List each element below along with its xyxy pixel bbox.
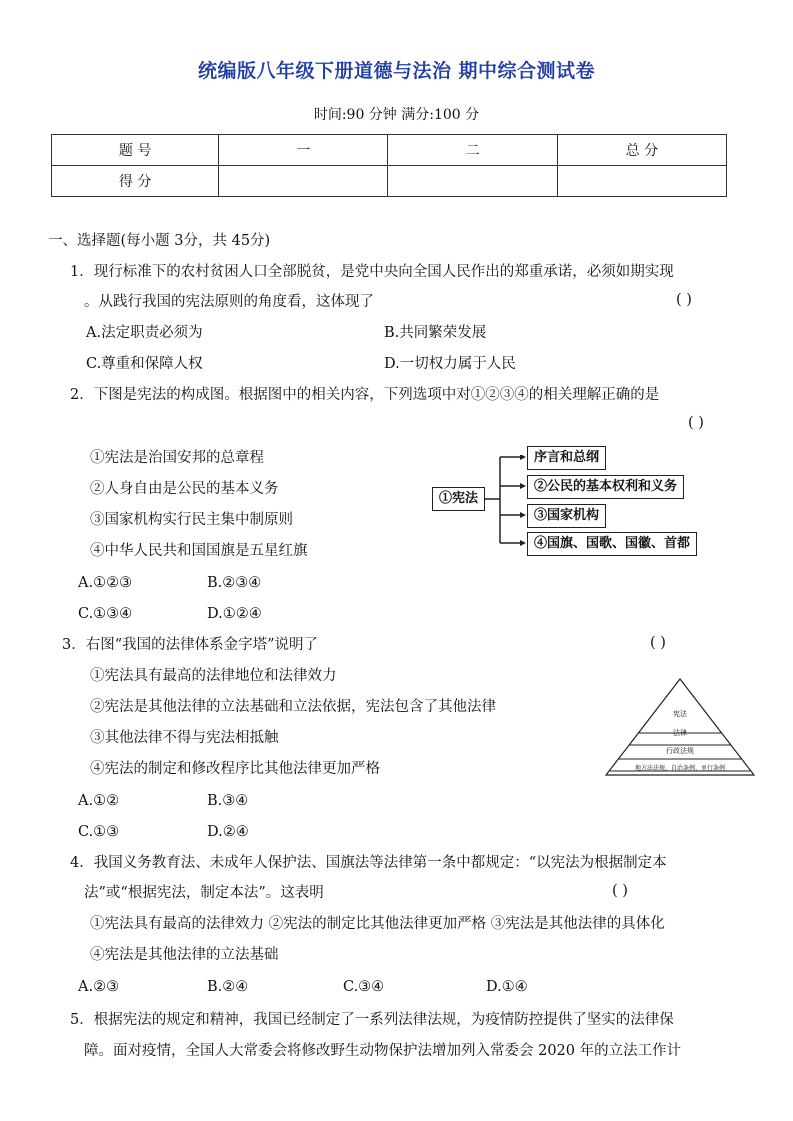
q5-stem: 5．根据宪法的规定和精神，我国已经制定了一系列法律法规，为疫情防控提供了坚实的法律保 bbox=[70, 1012, 674, 1028]
q4-answer-blank: ( ) bbox=[612, 883, 628, 899]
q2-statement-4: ④中华人民共和国国旗是五星红旗 bbox=[90, 543, 308, 559]
q3-option-a: A.①② bbox=[78, 793, 120, 809]
diagram-node-state-organs: ③国家机构 bbox=[527, 504, 606, 528]
score-cell bbox=[388, 166, 557, 197]
page-title: 统编版八年级下册道德与法治 期中综合测试卷 bbox=[197, 60, 596, 82]
score-cell: 二 bbox=[388, 135, 557, 166]
pyramid-level-constitution: 宪法 bbox=[673, 710, 687, 718]
pyramid-level-law: 法律 bbox=[673, 729, 687, 737]
q4-option-c: C.③④ bbox=[343, 979, 385, 995]
score-cell: 题 号 bbox=[52, 135, 219, 166]
q3-statement-1: ①宪法具有最高的法律地位和法律效力 bbox=[90, 668, 337, 684]
q2-statement-3: ③国家机构实行民主集中制原则 bbox=[90, 512, 293, 528]
score-table bbox=[51, 134, 727, 197]
q4-stem: 4．我国义务教育法、未成年人保护法、国旗法等法律第一条中都规定：“以宪法为根据制定本 bbox=[70, 855, 667, 871]
q1-option-a: A.法定职责必须为 bbox=[86, 325, 203, 341]
diagram-node-symbols: ④国旗、国歌、国徽、首都 bbox=[527, 532, 697, 556]
q2-answer-blank: ( ) bbox=[688, 415, 704, 431]
q2-option-a: A.①②③ bbox=[78, 575, 133, 591]
pyramid-shape bbox=[604, 677, 756, 777]
pyramid-level-admin-regulations: 行政法规 bbox=[666, 747, 694, 755]
q2-option-c: C.①③④ bbox=[78, 606, 133, 622]
q2-option-d: D.①②④ bbox=[207, 606, 262, 622]
q3-answer-blank: ( ) bbox=[650, 635, 666, 651]
section-heading: 一、选择题(每小题 3分，共 45分) bbox=[48, 233, 271, 249]
q2-stem: 2．下图是宪法的构成图。根据图中的相关内容，下列选项中对①②③④的相关理解正确的是 bbox=[70, 387, 660, 403]
q2-option-b: B.②③④ bbox=[207, 575, 262, 591]
diagram-root-node: ①宪法 bbox=[432, 487, 485, 511]
q1-option-d: D.一切权力属于人民 bbox=[384, 356, 516, 372]
score-cell: 得 分 bbox=[52, 166, 219, 197]
q1-stem: 1．现行标准下的农村贫困人口全部脱贫，是党中央向全国人民作出的郑重承诺，必须如期实现 bbox=[70, 264, 674, 280]
score-cell bbox=[219, 166, 388, 197]
diagram-node-preamble: 序言和总纲 bbox=[527, 446, 606, 470]
q3-stem: 3．右图“我国的法律体系金字塔”说明了 bbox=[62, 637, 319, 653]
q4-statements-1-3: ①宪法具有最高的法律效力 ②宪法的制定比其他法律更加严格 ③宪法是其他法律的具体化 bbox=[90, 916, 665, 932]
diagram-connectors bbox=[480, 455, 530, 555]
score-cell: 一 bbox=[219, 135, 388, 166]
q3-statement-4: ④宪法的制定和修改程序比其他法律更加严格 bbox=[90, 761, 380, 777]
q1-stem-cont: 。从践行我国的宪法原则的角度看，这体现了 bbox=[84, 294, 374, 310]
q3-option-c: C.①③ bbox=[78, 824, 120, 840]
exam-info: 时间:90 分钟 满分:100 分 bbox=[313, 107, 480, 123]
pyramid-level-local-regulations: 地方法法规、自治条例、单行条例 bbox=[634, 765, 725, 772]
q3-statement-3: ③其他法律不得与宪法相抵触 bbox=[90, 730, 279, 746]
q1-answer-blank: ( ) bbox=[676, 292, 692, 308]
q4-statement-4: ④宪法是其他法律的立法基础 bbox=[90, 947, 279, 963]
q3-option-b: B.③④ bbox=[207, 793, 249, 809]
q3-statement-2: ②宪法是其他法律的立法基础和立法依据，宪法包含了其他法律 bbox=[90, 699, 496, 715]
score-cell: 总 分 bbox=[557, 135, 726, 166]
score-cell bbox=[557, 166, 726, 197]
q1-option-c: C.尊重和保障人权 bbox=[86, 356, 203, 372]
q4-option-a: A.②③ bbox=[78, 979, 120, 995]
q4-option-d: D.①④ bbox=[486, 979, 528, 995]
q4-stem-cont: 法”或“根据宪法，制定本法”。这表明 bbox=[84, 885, 324, 901]
score-table-score-row bbox=[52, 166, 727, 197]
q1-option-b: B.共同繁荣发展 bbox=[384, 325, 487, 341]
q4-option-b: B.②④ bbox=[207, 979, 249, 995]
q2-statement-2: ②人身自由是公民的基本义务 bbox=[90, 481, 279, 497]
q2-statement-1: ①宪法是治国安邦的总章程 bbox=[90, 450, 264, 466]
diagram-node-rights: ②公民的基本权利和义务 bbox=[527, 475, 684, 499]
q3-option-d: D.②④ bbox=[207, 824, 249, 840]
q5-stem-cont: 障。面对疫情，全国人大常委会将修改野生动物保护法增加列入常委会 2020 年的立法工作计 bbox=[84, 1043, 682, 1059]
score-table-header-row bbox=[52, 135, 727, 166]
